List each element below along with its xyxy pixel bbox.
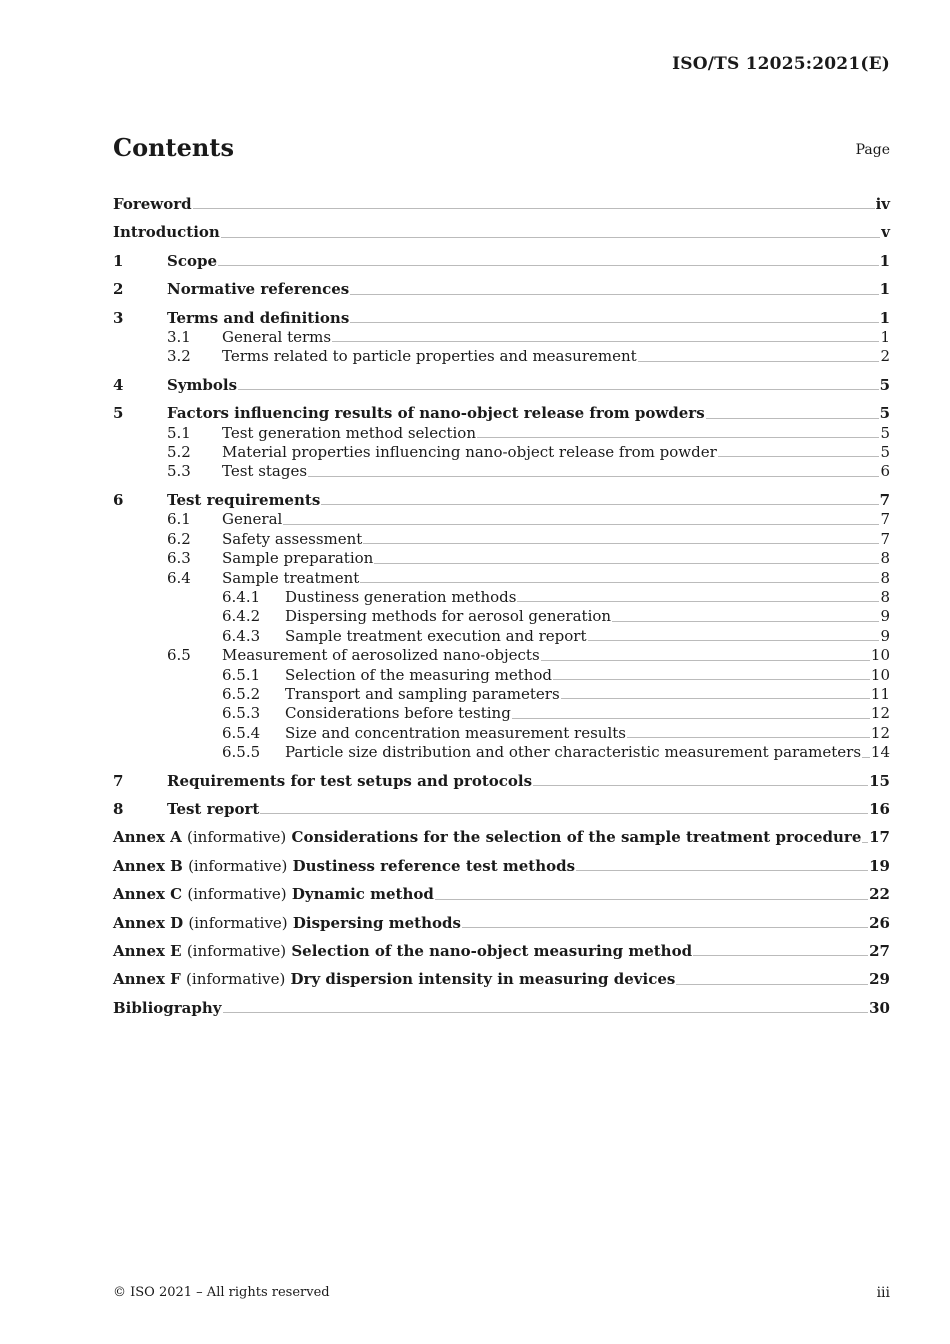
toc-entry-page: 1 bbox=[879, 251, 890, 270]
toc-annex-id: Annex A bbox=[113, 828, 182, 847]
toc-entry[interactable] bbox=[113, 772, 890, 791]
toc-entry-label: Test stages bbox=[222, 462, 308, 481]
toc-entry-number: 6.5.2 bbox=[222, 684, 261, 703]
toc-entry-label: Safety assessment bbox=[222, 529, 363, 548]
toc-entry[interactable] bbox=[113, 347, 890, 366]
toc-entry-page: v bbox=[881, 223, 890, 242]
toc-entry-number: 7 bbox=[113, 771, 124, 790]
toc-entry[interactable] bbox=[113, 885, 890, 904]
toc-annex-informative: (informative) bbox=[186, 942, 287, 960]
toc-entry-label: Sample preparation bbox=[222, 549, 374, 568]
toc-leader-dots bbox=[706, 418, 879, 419]
toc-entry-label: Dustiness reference test methods bbox=[292, 856, 576, 875]
toc-entry-page: 12 bbox=[870, 704, 890, 723]
toc-entry-page: 29 bbox=[869, 970, 890, 989]
toc-entry[interactable] bbox=[113, 999, 890, 1018]
toc-entry-number: 8 bbox=[113, 799, 124, 818]
toc-entry-number: 6.4.2 bbox=[222, 607, 261, 626]
toc-leader-dots bbox=[576, 870, 868, 871]
toc-entry-number: 4 bbox=[113, 375, 124, 394]
toc-entry-number: 6.2 bbox=[167, 529, 191, 548]
toc-leader-dots bbox=[223, 1012, 869, 1013]
toc-entry[interactable] bbox=[113, 510, 890, 529]
toc-leader-dots bbox=[588, 640, 880, 641]
toc-entry-label: Bibliography bbox=[113, 998, 222, 1017]
toc-leader-dots bbox=[363, 543, 879, 544]
toc-entry[interactable] bbox=[113, 970, 890, 989]
toc-entry-label: Transport and sampling parameters bbox=[285, 684, 560, 703]
toc-leader-dots bbox=[308, 476, 879, 477]
toc-entry-number: 1 bbox=[113, 251, 124, 270]
toc-leader-dots bbox=[627, 737, 870, 738]
toc-leader-dots bbox=[718, 456, 880, 457]
toc-annex-informative: (informative) bbox=[187, 885, 287, 904]
toc-entry[interactable] bbox=[113, 800, 890, 819]
toc-entry-page: 8 bbox=[880, 568, 890, 587]
toc-entry-label: Particle size distribution and other characteristic measurement parameters bbox=[285, 743, 862, 762]
toc-entry-number: 6.4.1 bbox=[222, 587, 261, 606]
toc-entry[interactable] bbox=[113, 424, 890, 443]
toc-entry-label: Selection of the measuring method bbox=[285, 665, 553, 684]
toc-entry-page: 22 bbox=[869, 885, 890, 904]
toc-annex-id: Annex B bbox=[113, 856, 183, 875]
toc-leader-dots bbox=[561, 698, 870, 699]
toc-entry-label: General bbox=[222, 510, 283, 529]
toc-entry[interactable] bbox=[113, 685, 890, 704]
toc-leader-dots bbox=[517, 601, 879, 602]
toc-entry[interactable] bbox=[113, 328, 890, 347]
toc-entry-label: Test requirements bbox=[167, 490, 321, 509]
toc-entry[interactable] bbox=[113, 309, 890, 328]
footer-page-number: iii bbox=[876, 1285, 890, 1301]
toc-entry-page: 9 bbox=[880, 626, 890, 645]
toc-entry-number: 3 bbox=[113, 308, 124, 327]
toc-annex-informative: (informative) bbox=[186, 970, 286, 989]
toc-annex-informative: (informative) bbox=[188, 913, 288, 932]
toc-leader-dots bbox=[260, 813, 868, 814]
toc-entry-page: 1 bbox=[879, 308, 890, 327]
toc-entry-label: Sample treatment execution and report bbox=[285, 626, 587, 645]
toc-leader-dots bbox=[862, 842, 868, 843]
toc-entry[interactable] bbox=[113, 530, 890, 549]
toc-leader-dots bbox=[350, 294, 878, 295]
toc-leader-dots bbox=[612, 621, 879, 622]
toc-entry-page: 1 bbox=[879, 280, 890, 299]
toc-entry-label: Dynamic method bbox=[291, 885, 434, 904]
toc-entry-page: 27 bbox=[869, 942, 890, 960]
toc-entry-label: Factors influencing results of nano-object release from powders bbox=[167, 404, 705, 423]
toc-leader-dots bbox=[218, 265, 879, 266]
toc-leader-dots bbox=[533, 785, 868, 786]
toc-entry-number: 3.2 bbox=[167, 347, 191, 366]
toc-entry[interactable] bbox=[113, 404, 890, 423]
toc-annex-id: Annex C bbox=[113, 885, 183, 904]
toc-entry-page: 5 bbox=[880, 443, 890, 462]
toc-leader-dots bbox=[374, 563, 879, 564]
toc-leader-dots bbox=[477, 437, 879, 438]
toc-entry[interactable] bbox=[113, 462, 890, 481]
table-of-contents bbox=[113, 186, 890, 1018]
toc-entry[interactable] bbox=[113, 252, 890, 271]
toc-entry[interactable] bbox=[113, 724, 890, 743]
toc-entry-label: Dustiness generation methods bbox=[285, 587, 517, 606]
toc-entry[interactable] bbox=[113, 491, 890, 510]
toc-entry-number: 6.5 bbox=[167, 646, 191, 665]
toc-entry[interactable] bbox=[113, 588, 890, 607]
toc-annex-informative: (informative) bbox=[188, 856, 288, 875]
toc-entry-label: General terms bbox=[222, 328, 332, 347]
toc-entry-number: 3.1 bbox=[167, 328, 191, 347]
toc-entry-number: 5 bbox=[113, 404, 124, 423]
toc-leader-dots bbox=[512, 718, 870, 719]
toc-leader-dots bbox=[693, 955, 868, 956]
document-id: ISO/TS 12025:2021(E) bbox=[672, 54, 890, 74]
toc-entry[interactable] bbox=[113, 443, 890, 462]
toc-leader-dots bbox=[360, 582, 879, 583]
toc-entry[interactable] bbox=[113, 549, 890, 568]
toc-leader-dots bbox=[862, 757, 870, 758]
toc-entry-label: Considerations before testing bbox=[285, 704, 511, 723]
toc-annex-id: Annex D bbox=[113, 913, 184, 932]
toc-entry-page: 10 bbox=[870, 646, 890, 665]
toc-entry-label: Scope bbox=[167, 251, 218, 270]
toc-entry-page: 14 bbox=[870, 743, 890, 762]
toc-entry-label: Considerations for the selection of the sample treatment procedure bbox=[291, 828, 862, 847]
toc-entry-number: 6.4 bbox=[167, 568, 191, 587]
toc-entry[interactable] bbox=[113, 376, 890, 395]
toc-entry-label: Selection of the nano-object measuring method bbox=[291, 942, 693, 960]
toc-entry-page: iv bbox=[875, 195, 890, 213]
toc-entry-label: Introduction bbox=[113, 223, 220, 242]
toc-entry[interactable] bbox=[113, 280, 890, 299]
toc-annex-informative: (informative) bbox=[187, 828, 287, 847]
toc-entry-page: 15 bbox=[869, 771, 890, 790]
toc-entry-page: 7 bbox=[879, 490, 890, 509]
toc-entry-page: 7 bbox=[880, 510, 890, 529]
toc-entry-number: 6.5.3 bbox=[222, 704, 261, 723]
toc-entry[interactable] bbox=[113, 569, 890, 588]
toc-entry-page: 5 bbox=[880, 423, 890, 442]
toc-entry-page: 8 bbox=[880, 549, 890, 568]
toc-entry-label: Symbols bbox=[167, 375, 238, 394]
toc-entry-page: 7 bbox=[880, 529, 890, 548]
toc-entry[interactable] bbox=[113, 942, 890, 961]
toc-leader-dots bbox=[193, 208, 875, 209]
toc-entry-number: 5.1 bbox=[167, 423, 191, 442]
toc-entry-label: Foreword bbox=[113, 195, 192, 213]
toc-leader-dots bbox=[321, 504, 878, 505]
toc-entry-page: 16 bbox=[869, 799, 890, 818]
toc-entry[interactable] bbox=[113, 646, 890, 665]
toc-entry-page: 17 bbox=[869, 828, 890, 847]
toc-entry-label: Size and concentration measurement results bbox=[285, 723, 626, 742]
toc-entry-page: 30 bbox=[869, 998, 890, 1017]
toc-entry-page: 5 bbox=[879, 404, 890, 423]
toc-entry[interactable] bbox=[113, 857, 890, 876]
toc-entry-label: Dispersing methods bbox=[292, 913, 461, 932]
toc-entry[interactable] bbox=[113, 607, 890, 626]
toc-entry-number: 6.4.3 bbox=[222, 626, 261, 645]
toc-leader-dots bbox=[238, 389, 879, 390]
toc-entry-number: 5.3 bbox=[167, 462, 191, 481]
toc-entry[interactable] bbox=[113, 743, 890, 762]
toc-entry-label: Normative references bbox=[167, 280, 350, 299]
toc-entry-label: Dry dispersion intensity in measuring devices bbox=[290, 970, 676, 989]
toc-entry-page: 11 bbox=[870, 684, 890, 703]
toc-entry-label: Test report bbox=[167, 799, 260, 818]
toc-leader-dots bbox=[638, 361, 880, 362]
toc-leader-dots bbox=[332, 341, 879, 342]
toc-entry-page: 26 bbox=[869, 913, 890, 932]
toc-entry[interactable] bbox=[113, 195, 890, 214]
toc-entry[interactable] bbox=[113, 223, 890, 242]
toc-entry-number: 6.1 bbox=[167, 510, 191, 529]
toc-entry-page: 8 bbox=[880, 587, 890, 606]
toc-entry-page: 1 bbox=[880, 328, 890, 347]
toc-entry[interactable] bbox=[113, 627, 890, 646]
toc-entry-number: 5.2 bbox=[167, 443, 191, 462]
toc-leader-dots bbox=[283, 524, 879, 525]
toc-entry-page: 6 bbox=[880, 462, 890, 481]
toc-entry-label: Sample treatment bbox=[222, 568, 360, 587]
toc-entry-page: 2 bbox=[880, 347, 890, 366]
toc-entry-label: Test generation method selection bbox=[222, 423, 476, 442]
page-column-label: Page bbox=[855, 142, 890, 158]
toc-entry-number: 6.3 bbox=[167, 549, 191, 568]
toc-entry[interactable] bbox=[113, 666, 890, 685]
toc-leader-dots bbox=[435, 899, 868, 900]
page-title: Contents bbox=[113, 133, 234, 162]
toc-entry[interactable] bbox=[113, 704, 890, 723]
toc-entry-page: 9 bbox=[880, 607, 890, 626]
toc-entry-page: 5 bbox=[879, 375, 890, 394]
toc-annex-id: Annex E bbox=[113, 942, 182, 960]
toc-leader-dots bbox=[462, 927, 868, 928]
footer-copyright: © ISO 2021 – All rights reserved bbox=[113, 1285, 330, 1300]
toc-entry-number: 6.5.5 bbox=[222, 743, 261, 762]
toc-annex-id: Annex F bbox=[113, 970, 181, 989]
toc-leader-dots bbox=[541, 660, 870, 661]
toc-entry-page: 10 bbox=[870, 665, 890, 684]
toc-entry-page: 19 bbox=[869, 856, 890, 875]
toc-entry-label: Measurement of aerosolized nano-objects bbox=[222, 646, 540, 665]
toc-leader-dots bbox=[553, 679, 870, 680]
toc-leader-dots bbox=[676, 984, 868, 985]
toc-leader-dots bbox=[221, 237, 880, 238]
toc-entry-number: 6.5.4 bbox=[222, 723, 261, 742]
toc-entry-page: 12 bbox=[870, 723, 890, 742]
toc-entry-number: 6 bbox=[113, 490, 124, 509]
toc-entry-label: Terms and definitions bbox=[167, 308, 350, 327]
toc-leader-dots bbox=[350, 322, 878, 323]
toc-entry-label: Terms related to particle properties and measurement bbox=[222, 347, 637, 366]
toc-entry-number: 2 bbox=[113, 280, 124, 299]
toc-entry[interactable] bbox=[113, 914, 890, 933]
toc-entry[interactable] bbox=[113, 828, 890, 847]
toc-entry-label: Dispersing methods for aerosol generation bbox=[285, 607, 612, 626]
toc-entry-label: Requirements for test setups and protocols bbox=[167, 771, 533, 790]
toc-entry-label: Material properties influencing nano-object release from powder bbox=[222, 443, 717, 462]
toc-entry-number: 6.5.1 bbox=[222, 665, 261, 684]
